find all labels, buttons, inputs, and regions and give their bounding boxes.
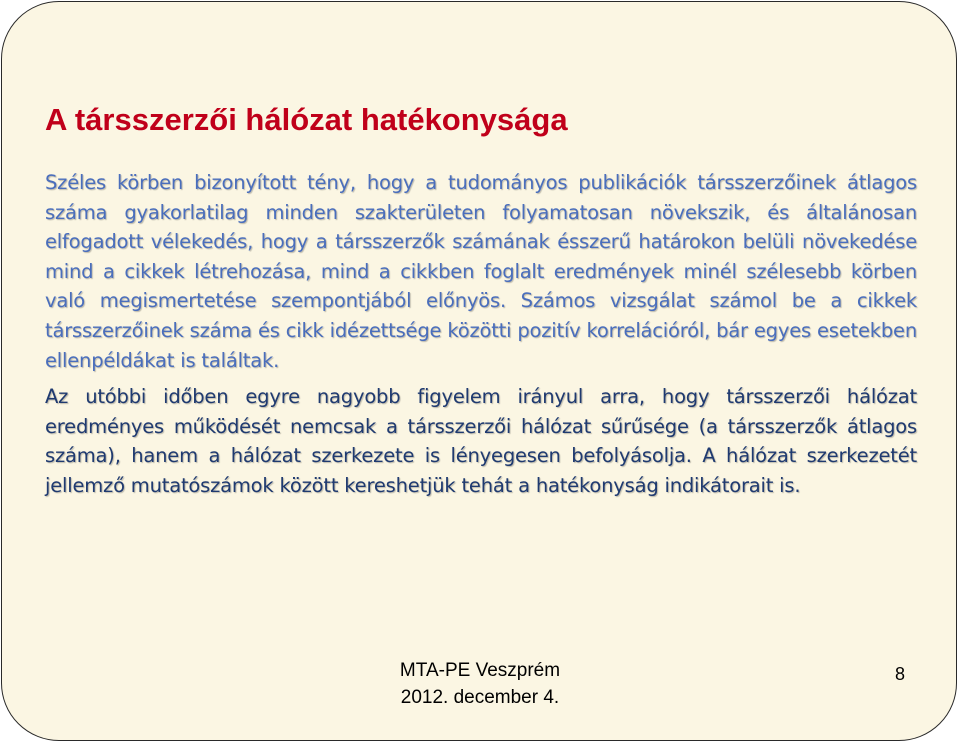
footer bbox=[330, 657, 630, 711]
page-number: 8 bbox=[895, 664, 906, 684]
slide-title: A társszerzői hálózat hatékonysága bbox=[45, 102, 568, 137]
slide-body bbox=[45, 168, 917, 501]
paragraph-2: Az utóbbi időben egyre nagyobb figyelem irányul arra, hogy társszerzői hálózat eredményes működését nemcsak a társszerzői hálózat sűrűsége (a társszerzők átlagos száma), hanem a hálózat szerkezete is lényegesen befolyásolja. A hálózat szerkezetét jellemző mutatószámok között kereshetjük tehát a hatékonyság indikátorait is. bbox=[45, 385, 917, 497]
footer-date: 2012. december 4. bbox=[400, 687, 560, 708]
footer-organization: MTA-PE Veszprém bbox=[399, 660, 561, 681]
slide-frame bbox=[1, 1, 957, 741]
paragraph-1: Széles körben bizonyított tény, hogy a tudományos publikációk társszerzőinek átlagos száma gyakorlatilag minden szakterületen folyamatosan növekszik, és általánosan elfogadott vélekedés, hogy a társszerzők számának ésszerű határokon belüli növekedése mind a cikkek létrehozása, mind a cikkben foglalt eredmények minél szélesebb körben való megismertetése szempontjából előnyös. Számos vizsgálat számol be a cikkek társszerzőinek száma és cikk idézettsége közötti pozitív korrelációról, bár egyes esetekben ellenpéldákat is találtak. bbox=[45, 171, 917, 372]
